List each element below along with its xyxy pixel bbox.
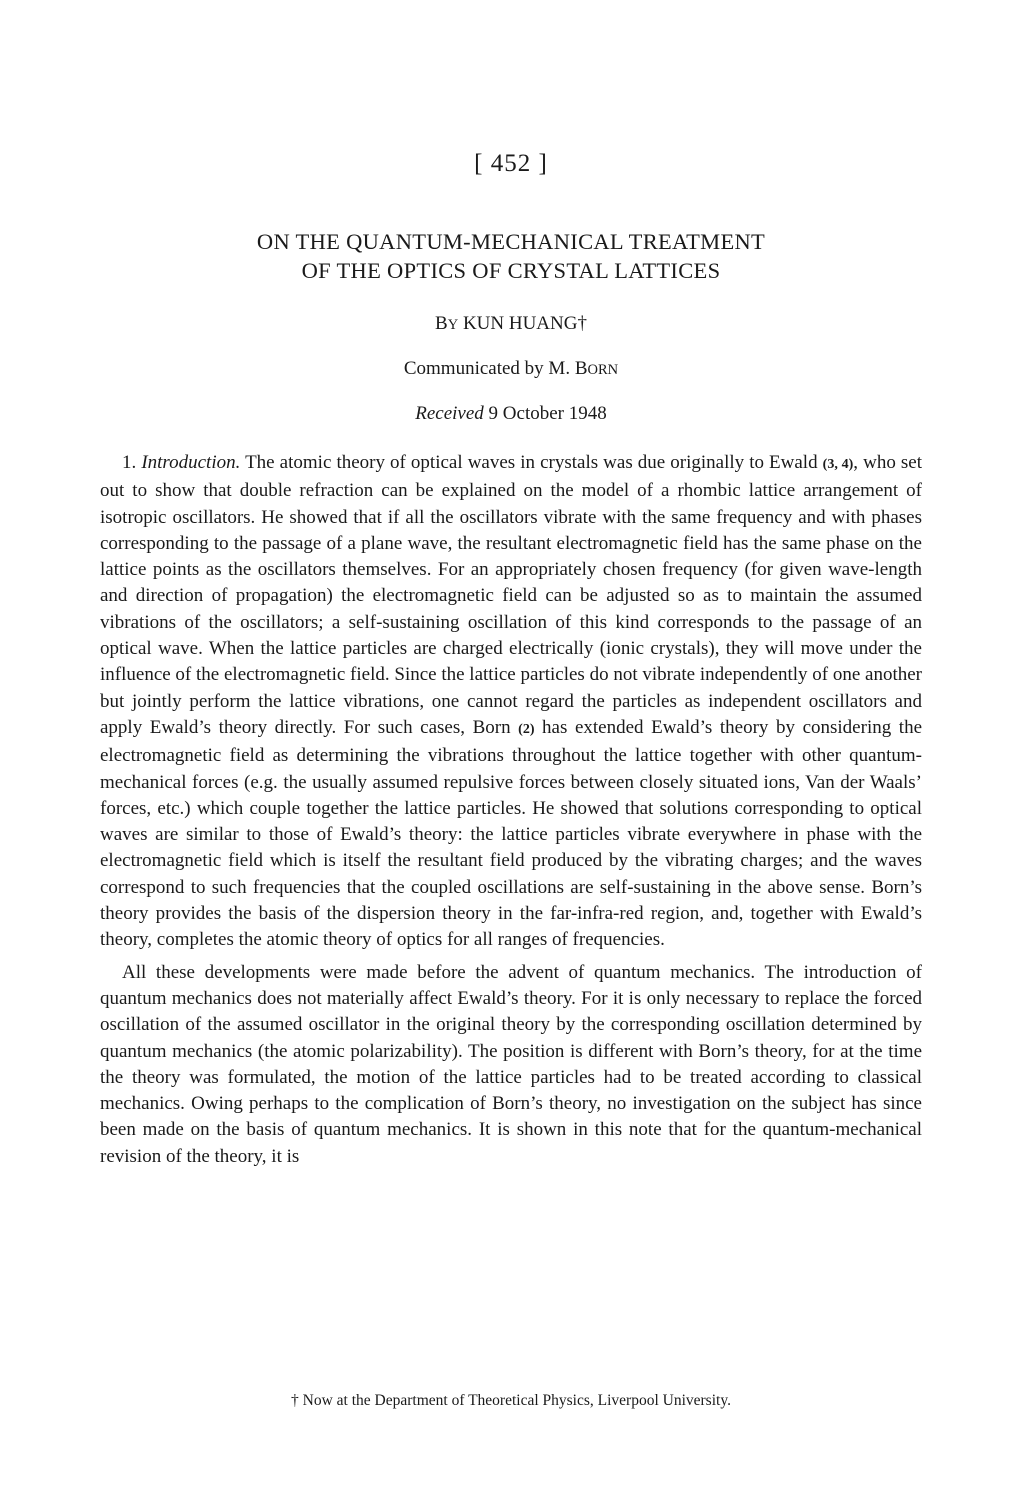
footnote: † Now at the Department of Theoretical Physics, Liverpool University. — [291, 1392, 731, 1409]
author-by-rest: Y — [447, 317, 459, 333]
paragraph-text: The atomic theory of optical waves in crystals was due originally to Ewald — [240, 452, 823, 473]
author-name: KUN HUANG — [462, 313, 578, 334]
paragraph-introduction — [100, 450, 922, 954]
title-line-1: ON THE QUANTUM-MECHANICAL TREATMENT — [256, 229, 766, 254]
received-label: Received — [415, 403, 484, 424]
author-footnote-mark: † — [577, 313, 587, 334]
author-by-initial: B — [435, 313, 448, 334]
section-number: 1. — [122, 452, 142, 473]
communicated-prefix: Communicated by M. — [403, 358, 575, 379]
communicated-line — [100, 358, 922, 380]
communicator-initial: B — [574, 358, 588, 379]
title-line-2: OF THE OPTICS OF CRYSTAL LATTICES — [301, 258, 721, 283]
body-text — [100, 450, 922, 1170]
citation-ref: (3, 4) — [822, 457, 854, 472]
section-heading: Introduction. — [141, 452, 241, 473]
received-date: 9 October 1948 — [483, 403, 607, 424]
citation-ref: (2) — [518, 721, 535, 737]
author-line — [100, 313, 922, 335]
paper-title — [100, 227, 922, 285]
paragraph-text: has extended Ewald’s theory by considering the electromagnetic field as determining the vibrations throughout the lattice together with other quantum-mechanical forces (e.g. the usually assumed repulsive forces between closely situated ions, Van der Waals’ forces, etc.) which couple together the lattice particles. He showed that solutions corresponding to optical waves are similar to those of Ewald’s theory: the lattice particles vibrate everywhere in phase with the electromagnetic field which is itself the resultant field produced by the vibrating charges; and the waves correspond to such frequencies that the coupled oscillations are self-sustaining in the above sense. Born’s theory provides the basis of the dispersion theory in the far-infra-red region, and, together with Ewald’s theory, completes the atomic theory of optics for all ranges of frequencies. — [100, 716, 923, 951]
paragraph-quantum: All these developments were made before the advent of quantum mechanics. The introduction of quantum mechanics does not materially affect Ewald’s theory. For it is only necessary to replace the forced oscillation of the assumed oscillator in the original theory by the corresponding oscillation determined by quantum mechanics (the atomic polarizability). The position is different with Born’s theory, for at the time the theory was formulated, the motion of the lattice particles had to be treated according to classical mechanics. Owing perhaps to the complication of Born’s theory, no investigation on the subject has since been made on the basis of quantum mechanics. It is shown in this note that for the quantum-mechanical revision of the theory, it is — [100, 961, 922, 1167]
paragraph-text: , who set out to show that double refraction can be explained on the model of a rhombic lattice arrangement of isotropic oscillators. He showed that if all the oscillators vibrate with the same frequency and with phases corresponding to the passage of a plane wave, the resultant electromagnetic field has the same phase on the lattice points as the oscillators themselves. For an appropriately chosen frequency (for given wave-length and direction of propagation) the electromagnetic field can be adjusted so as to maintain the assumed vibrations of the oscillators; a self-sustaining oscillation of this kind corresponds to the passage of an optical wave. When the lattice particles are charged electrically (ionic crystals), they will move under the influence of the electromagnetic field. Since the lattice particles do not vibrate independently of one another but jointly perform the lattice vibrations, one cannot regard the particles as independent oscillators and apply Ewald’s theory directly. For such cases, Born — [100, 452, 922, 738]
communicator-rest: ORN — [587, 362, 619, 378]
received-line — [100, 403, 922, 425]
page-number: [ 452 ] — [474, 150, 548, 177]
